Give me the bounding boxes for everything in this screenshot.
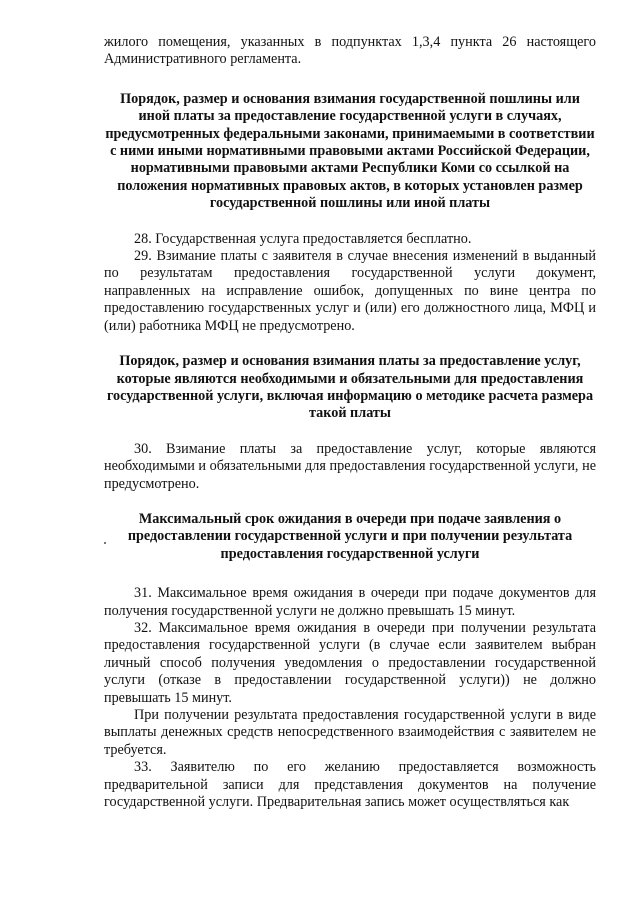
paragraph-29: 29. Взимание платы с заявителя в случае внесения изменений в выданный по результатам предоставления государственной услуги документ, направленных на исправление ошибок, допущенных по вине центра по предоставлению государственных услуг и (или) его должностного лица, МФЦ и (или) работника МФЦ не предусмотрено. — [104, 248, 596, 334]
section-heading-queue-time: Максимальный срок ожидания в очереди при подаче заявления о предоставлении государственной услуги и при получении результата предоставления государственной услуги — [127, 510, 573, 562]
section-heading-service-fee: Порядок, размер и основания взимания платы за предоставление услуг, которые являются необходимыми и обязательными для предоставления государственной услуги, включая информацию о методике расчета размера такой платы — [106, 353, 594, 422]
paragraph-continuation: жилого помещения, указанных в подпунктах 1,3,4 пункта 26 настоящего Административного регламента. — [104, 34, 596, 68]
paragraph-32-note: При получении результата предоставления государственной услуги в виде выплаты денежных средств непосредственного взаимодействия с заявителем не требуется. — [104, 707, 596, 758]
paragraph-30: 30. Взимание платы за предоставление услуг, которые являются необходимыми и обязательными для предоставления государственной услуги, не предусмотрено. — [104, 440, 596, 492]
paragraph-32: 32. Максимальное время ожидания в очереди при получении результата предоставления государственной услуги (в случае если заявителем выбран личный способ получения уведомления о предоставлении государственной услуги (отказе в предоставлении государственной услуги)) не должно превышать 15 минут. — [104, 619, 596, 706]
paragraph-31: 31. Максимальное время ожидания в очереди при подаче документов для получения государственной услуги не должно превышать 15 минут. — [104, 585, 596, 619]
paragraph-33: 33. Заявителю по его желанию предоставляется возможность предварительной записи для представления документов на получение государственной услуги. Предварительная запись может осуществляться как — [104, 759, 596, 811]
paragraph-28: 28. Государственная услуга предоставляется бесплатно. — [134, 230, 472, 247]
section-heading-state-fee: Порядок, размер и основания взимания государственной пошлины или иной платы за предоставление государственной услуги в случаях, предусмотренных федеральными законами, принимаемыми в соответствии с ними иными нормативными правовыми актами Российской Федерации, нормативными правовыми актами Республики Коми со ссылкой на положения нормативных правовых актов, в которых установлен размер государственной пошлины или иной платы — [105, 90, 595, 212]
scan-speck — [104, 542, 106, 544]
